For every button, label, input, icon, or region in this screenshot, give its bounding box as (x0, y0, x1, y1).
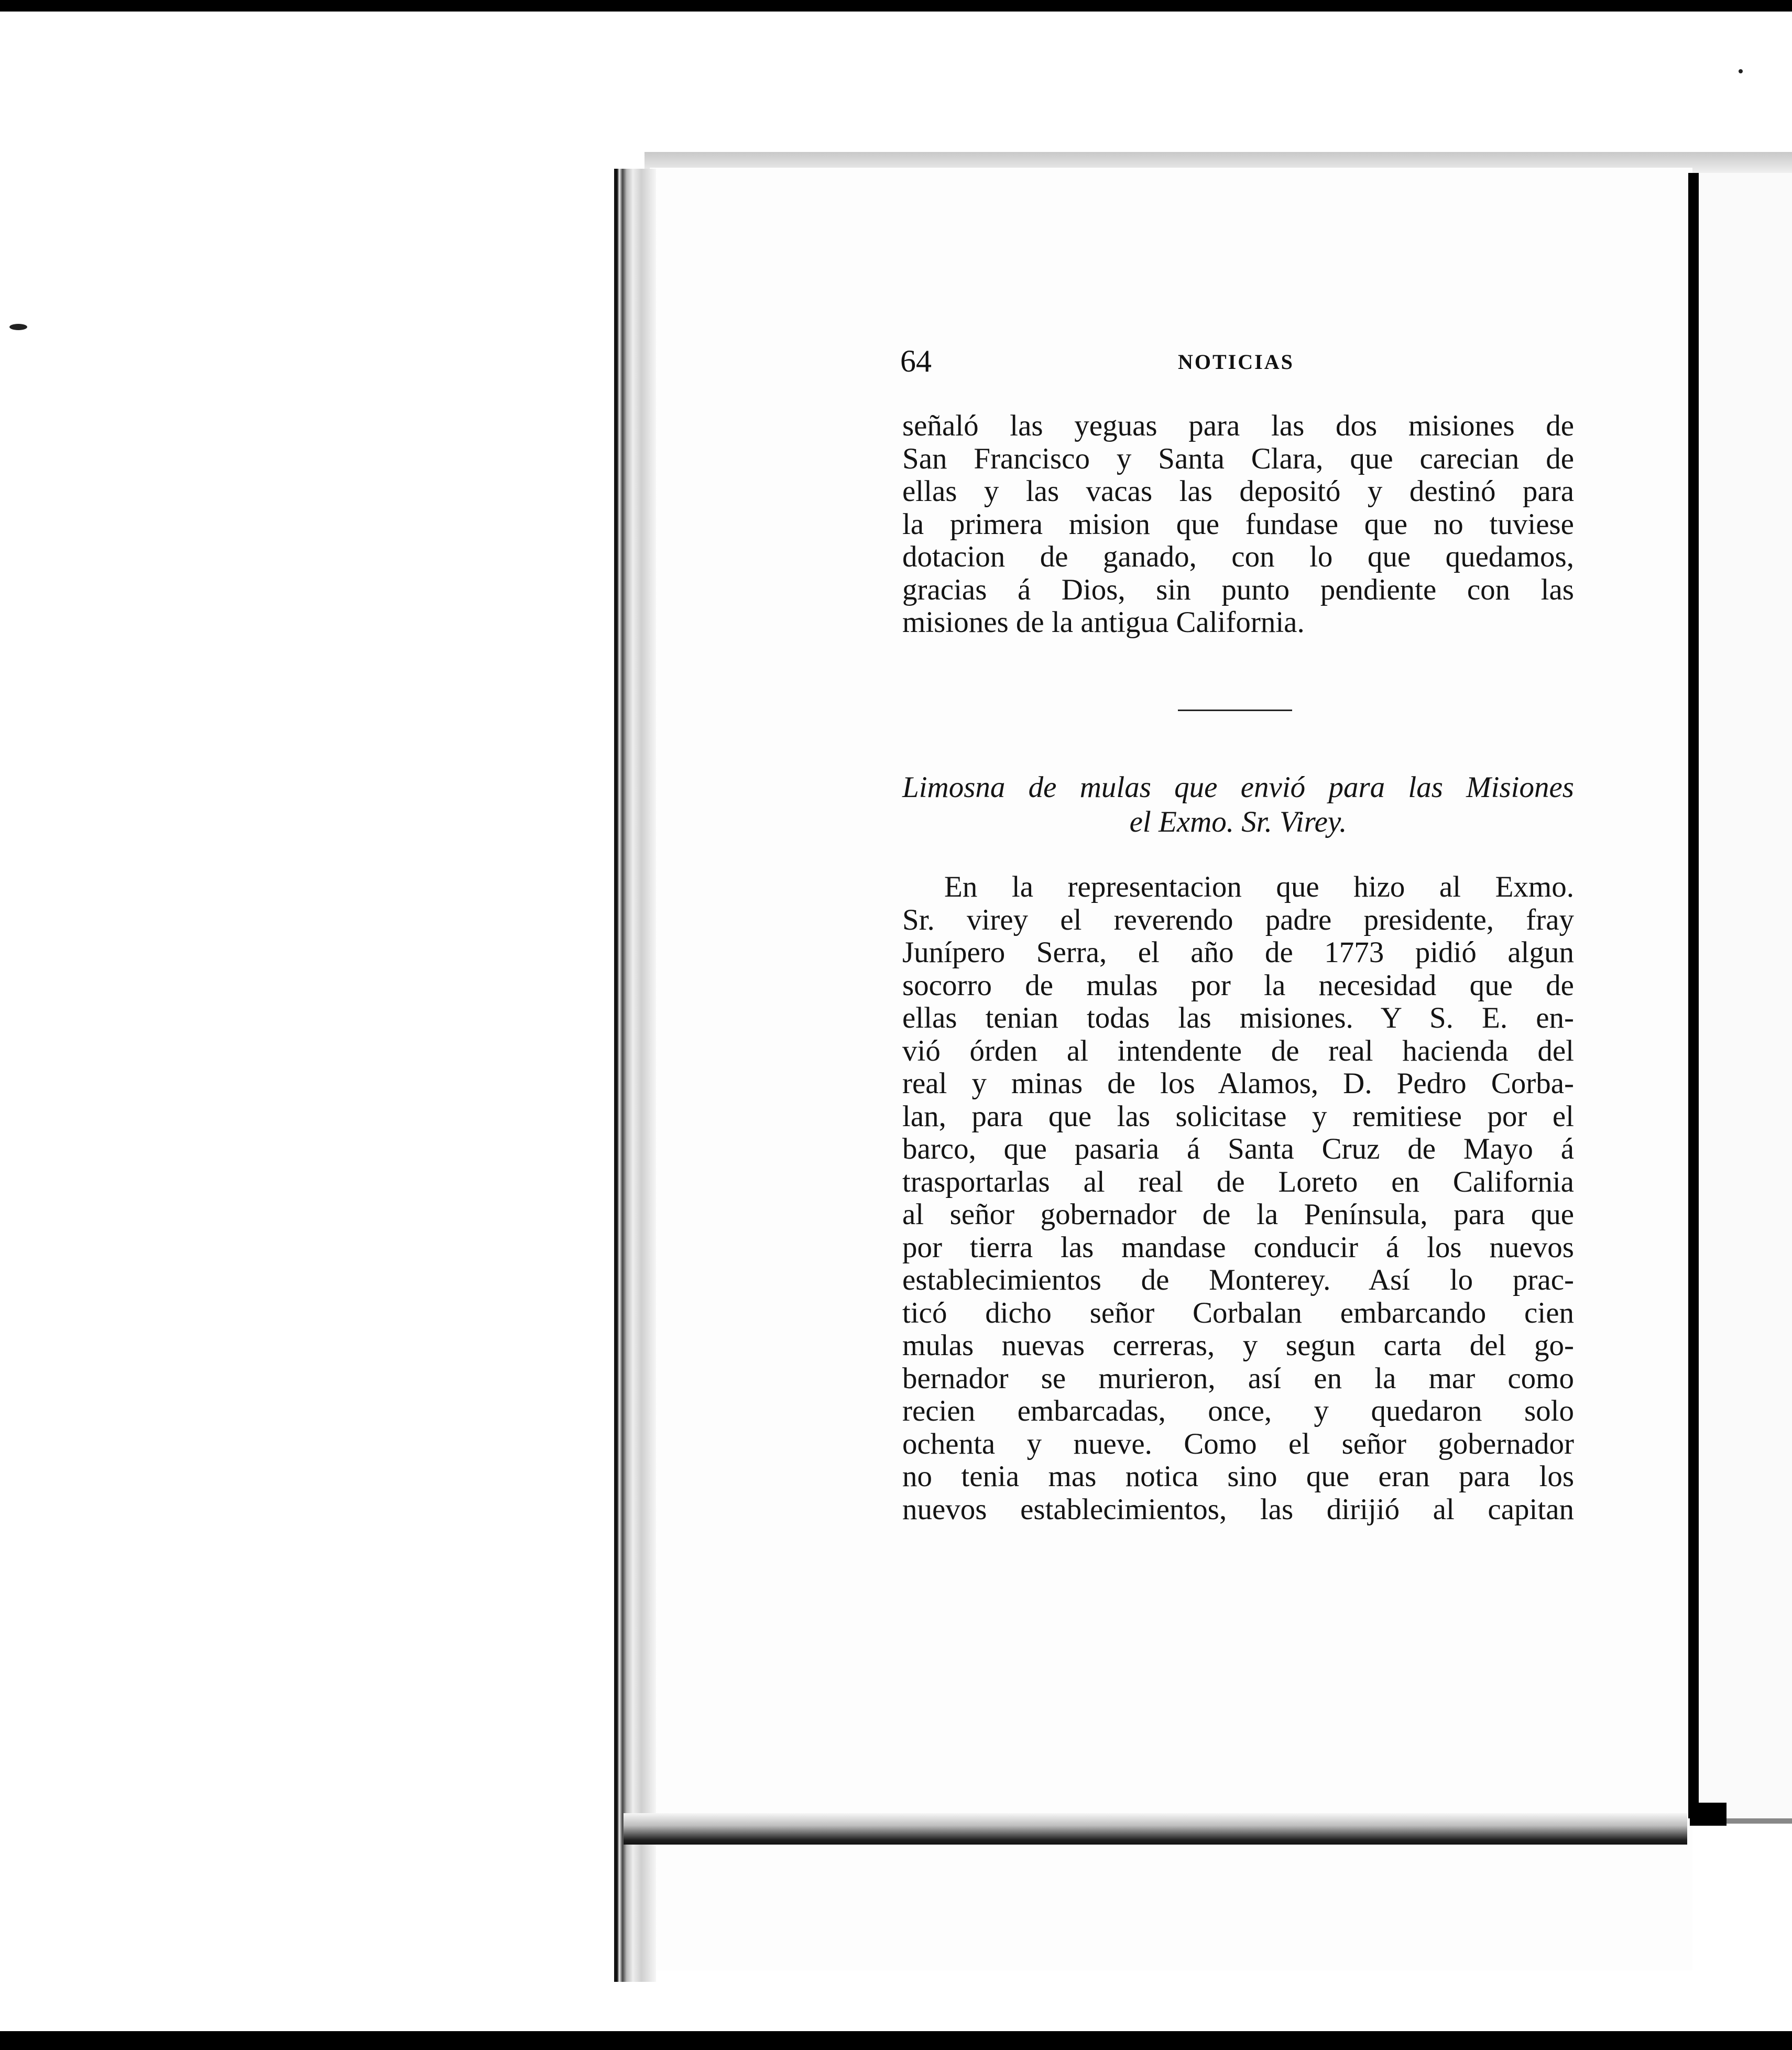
text-line: señaló las yeguas para las dos misiones de (902, 409, 1574, 442)
scan-speck (1739, 69, 1743, 73)
section-heading-line-2: el Exmo. Sr. Virey. (1129, 805, 1347, 838)
text-line: real y minas de los Alamos, D. Pedro Corba- (902, 1067, 1574, 1100)
section-heading (902, 770, 1574, 839)
scan-border-mark (1247, 0, 1467, 6)
text-line: establecimientos de Monterey. Así lo prac- (902, 1263, 1574, 1296)
page-number: 64 (900, 344, 932, 378)
text-line: al señor gobernador de la Península, para que (902, 1198, 1574, 1231)
running-head (900, 343, 1571, 385)
scan-border-top (0, 0, 1792, 12)
section-divider (1178, 710, 1292, 711)
book-spine-foot (1690, 1803, 1727, 1826)
page-bottom-edge (624, 1813, 1687, 1845)
text-line: no tenia mas notica sino que eran para los (902, 1460, 1574, 1493)
text-line: Junípero Serra, el año de 1773 pidió algun (902, 936, 1574, 969)
text-line: dotacion de ganado, con lo que quedamos, (902, 540, 1574, 573)
scan-speck (9, 324, 27, 330)
text-line: ellas y las vacas las depositó y destinó para (902, 475, 1574, 508)
text-line: En la representacion que hizo al Exmo. (944, 870, 1574, 903)
text-line: bernador se murieron, así en la mar como (902, 1361, 1574, 1395)
section-heading-line-1: Limosna de mulas que envió para las Misiones (902, 771, 1574, 804)
text-line: barco, que pasaria á Santa Cruz de Mayo á (902, 1132, 1574, 1165)
text-line: San Francisco y Santa Clara, que carecian de (902, 442, 1574, 475)
text-line: ochenta y nueve. Como el señor gobernador (902, 1427, 1574, 1460)
page-left-edge (614, 169, 656, 1982)
text-line: mulas nuevas cerreras, y segun carta del go- (902, 1329, 1574, 1362)
facing-page-edge (1699, 168, 1792, 1824)
text-line: misiones de la antigua California. (902, 606, 1305, 639)
text-line: nuevos establecimientos, las dirijió al capitan (902, 1492, 1574, 1526)
scan-border-bottom (0, 2031, 1792, 2050)
book-spine (1688, 173, 1699, 1818)
running-head-title: NOTICIAS (1178, 350, 1294, 374)
text-line: por tierra las mandase conducir á los nuevos (902, 1230, 1574, 1264)
text-line: Sr. virey el reverendo padre presidente, fray (902, 903, 1574, 936)
text-line: socorro de mulas por la necesidad que de (902, 968, 1574, 1002)
paragraph-1 (902, 410, 1574, 639)
text-line: trasportarlas al real de Loreto en California (902, 1165, 1574, 1198)
text-line: la primera mision que fundase que no tuviese (902, 507, 1574, 541)
text-line: ticó dicho señor Corbalan embarcando cien (902, 1296, 1574, 1329)
text-line: lan, para que las solicitase y remitiese por el (902, 1099, 1574, 1133)
text-line: recien embarcadas, once, y quedaron solo (902, 1394, 1574, 1427)
paragraph-2 (902, 871, 1574, 1526)
text-line: vió órden al intendente de real hacienda del (902, 1034, 1574, 1067)
text-line: gracias á Dios, sin punto pendiente con las (902, 573, 1574, 606)
text-line: ellas tenian todas las misiones. Y S. E. en- (902, 1001, 1574, 1034)
